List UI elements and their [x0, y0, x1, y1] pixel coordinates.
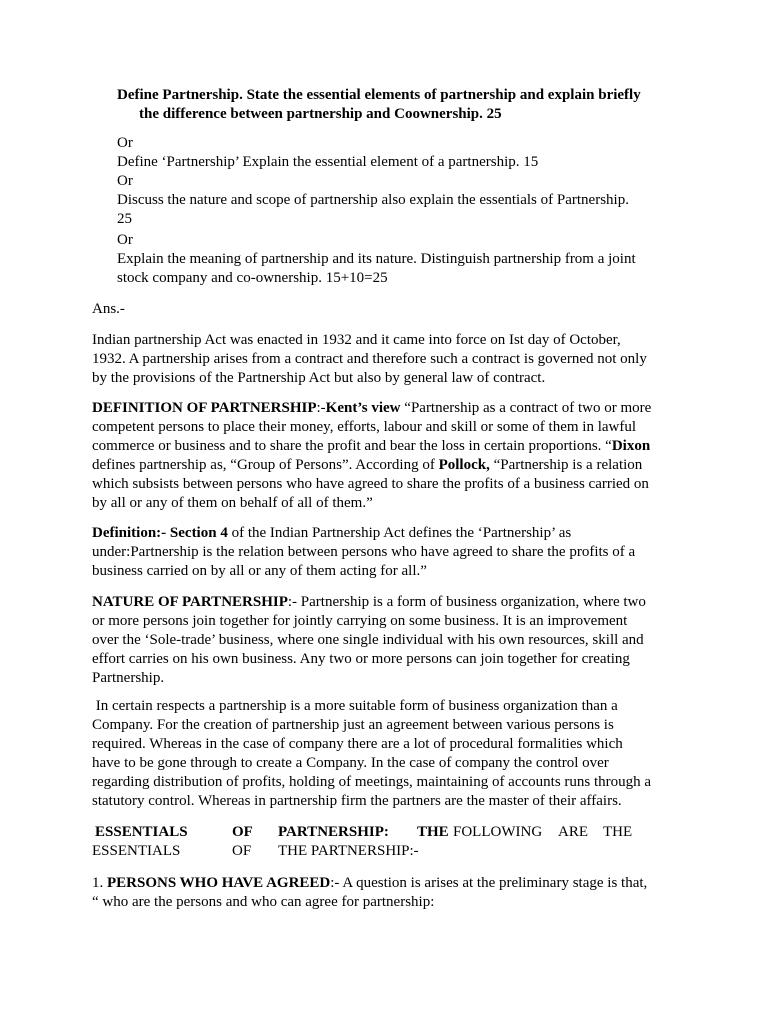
- or-separator: Or: [117, 135, 133, 151]
- dixon-label: Dixon: [611, 438, 651, 454]
- or-separator: Or: [117, 173, 133, 189]
- nature-paragraph: [92, 593, 682, 688]
- question-heading: [117, 86, 697, 124]
- or-separator: Or: [117, 232, 133, 248]
- essentials-word: THE: [417, 824, 449, 840]
- alternate-question-1: Define ‘Partnership’ Explain the essential element of a partnership. 15: [117, 154, 539, 170]
- paragraph-line: [92, 524, 682, 543]
- essentials-word: THE PARTNERSHIP:-: [278, 843, 419, 859]
- question-line-1: Define Partnership. State the essential elements of partnership and explain briefly: [117, 87, 641, 103]
- alternate-question-2-line-1: Discuss the nature and scope of partnership also explain the essentials of Partnership.: [117, 192, 629, 208]
- paragraph-line: Indian partnership Act was enacted in 1932 and it came into force on Ist day of October,: [92, 332, 621, 348]
- paragraph-line: by all or any of them on behalf of all of them.”: [92, 495, 373, 511]
- essentials-word: ESSENTIALS: [92, 843, 181, 859]
- paragraph-line: [92, 456, 682, 475]
- paragraph-line: “ who are the persons and who can agree for partnership:: [92, 894, 435, 910]
- essentials-word: THE: [603, 824, 633, 840]
- definition-paragraph: [92, 399, 682, 513]
- essentials-word: OF: [232, 843, 252, 859]
- company-paragraph: [92, 697, 682, 811]
- text-run: defines partnership as, “Group of Persons”. According of: [92, 457, 439, 473]
- paragraph-line: [92, 593, 682, 612]
- text-run: “Partnership as a contract of two or more: [400, 400, 652, 416]
- point-1-heading: PERSONS WHO HAVE AGREED: [107, 875, 331, 891]
- paragraph-line: [92, 437, 682, 456]
- essentials-word: ARE: [558, 824, 588, 840]
- text-run: :- Partnership is a form of business organization, where two: [287, 594, 646, 610]
- intro-paragraph: [92, 331, 682, 388]
- paragraph-line: or more persons join together for jointly carrying on some business. It is an improvement: [92, 613, 628, 629]
- essentials-word: ESSENTIALS: [95, 824, 188, 840]
- paragraph-line: required. Whereas in the case of company there are a lot of procedural formalities which: [92, 736, 623, 752]
- section-4-label: Definition:- Section 4: [92, 525, 228, 541]
- question-line-2: the difference between partnership and Coownership. 25: [139, 106, 502, 122]
- paragraph-line: [92, 399, 682, 418]
- paragraph-line: [92, 874, 682, 893]
- alternate-question-3-line-2: stock company and co-ownership. 15+10=25: [117, 270, 388, 286]
- paragraph-line: under:Partnership is the relation between persons who have agreed to share the profits of a: [92, 544, 636, 560]
- paragraph-line: 1932. A partnership arises from a contract and therefore such a contract is governed not only: [92, 351, 647, 367]
- paragraph-line: business carried on by all or any of them acting for all.”: [92, 563, 427, 579]
- text-run: :- A question is arises at the preliminary stage is that,: [330, 875, 648, 891]
- essentials-word: PARTNERSHIP:: [278, 824, 389, 840]
- nature-heading: NATURE OF PARTNERSHIP: [92, 594, 288, 610]
- separator: :-: [316, 400, 326, 416]
- paragraph-line: statutory control. Whereas in partnership firm the partners are the master of their affairs.: [92, 793, 622, 809]
- paragraph-line: Company. For the creation of partnership just an agreement between various persons is: [92, 717, 614, 733]
- paragraph-line: In certain respects a partnership is a more suitable form of business organization than a: [92, 698, 618, 714]
- kent-view-label: Kent’s view: [325, 400, 401, 416]
- paragraph-line: Partnership.: [92, 670, 165, 686]
- paragraph-line: over the ‘Sole-trade’ business, where one single individual with his own resources, skill and: [92, 632, 644, 648]
- section-4-paragraph: [92, 524, 682, 581]
- paragraph-line: which subsists between persons who have agreed to share the profits of a business carried on: [92, 476, 649, 492]
- paragraph-line: regarding distribution of profits, holding of meetings, maintaining of accounts runs through a: [92, 774, 652, 790]
- essentials-word: OF: [232, 824, 253, 840]
- point-number: 1.: [92, 875, 107, 891]
- text-run: of the Indian Partnership Act defines the ‘Partnership’ as: [227, 525, 572, 541]
- pollock-label: Pollock,: [438, 457, 490, 473]
- text-run: commerce or business and to share the profit and bear the loss in certain proportions. “: [92, 438, 612, 454]
- alternate-question-3-line-1: Explain the meaning of partnership and its nature. Distinguish partnership from a joint: [117, 251, 636, 267]
- text-run: “Partnership is a relation: [489, 457, 643, 473]
- paragraph-line: effort carries on his own business. Any two or more persons can join together for creating: [92, 651, 630, 667]
- paragraph-line: by the provisions of the Partnership Act but also by general law of contract.: [92, 370, 546, 386]
- point-1-paragraph: [92, 874, 682, 912]
- definition-heading: DEFINITION OF PARTNERSHIP: [92, 400, 317, 416]
- essentials-word: FOLLOWING: [453, 824, 543, 840]
- alternate-question-2-line-2: 25: [117, 211, 132, 227]
- answer-label: Ans.-: [92, 301, 125, 317]
- paragraph-line: competent persons to place their money, efforts, labour and skill or some of them in lawful: [92, 419, 637, 435]
- paragraph-line: have to be gone through to create a Company. In the case of company the control over: [92, 755, 609, 771]
